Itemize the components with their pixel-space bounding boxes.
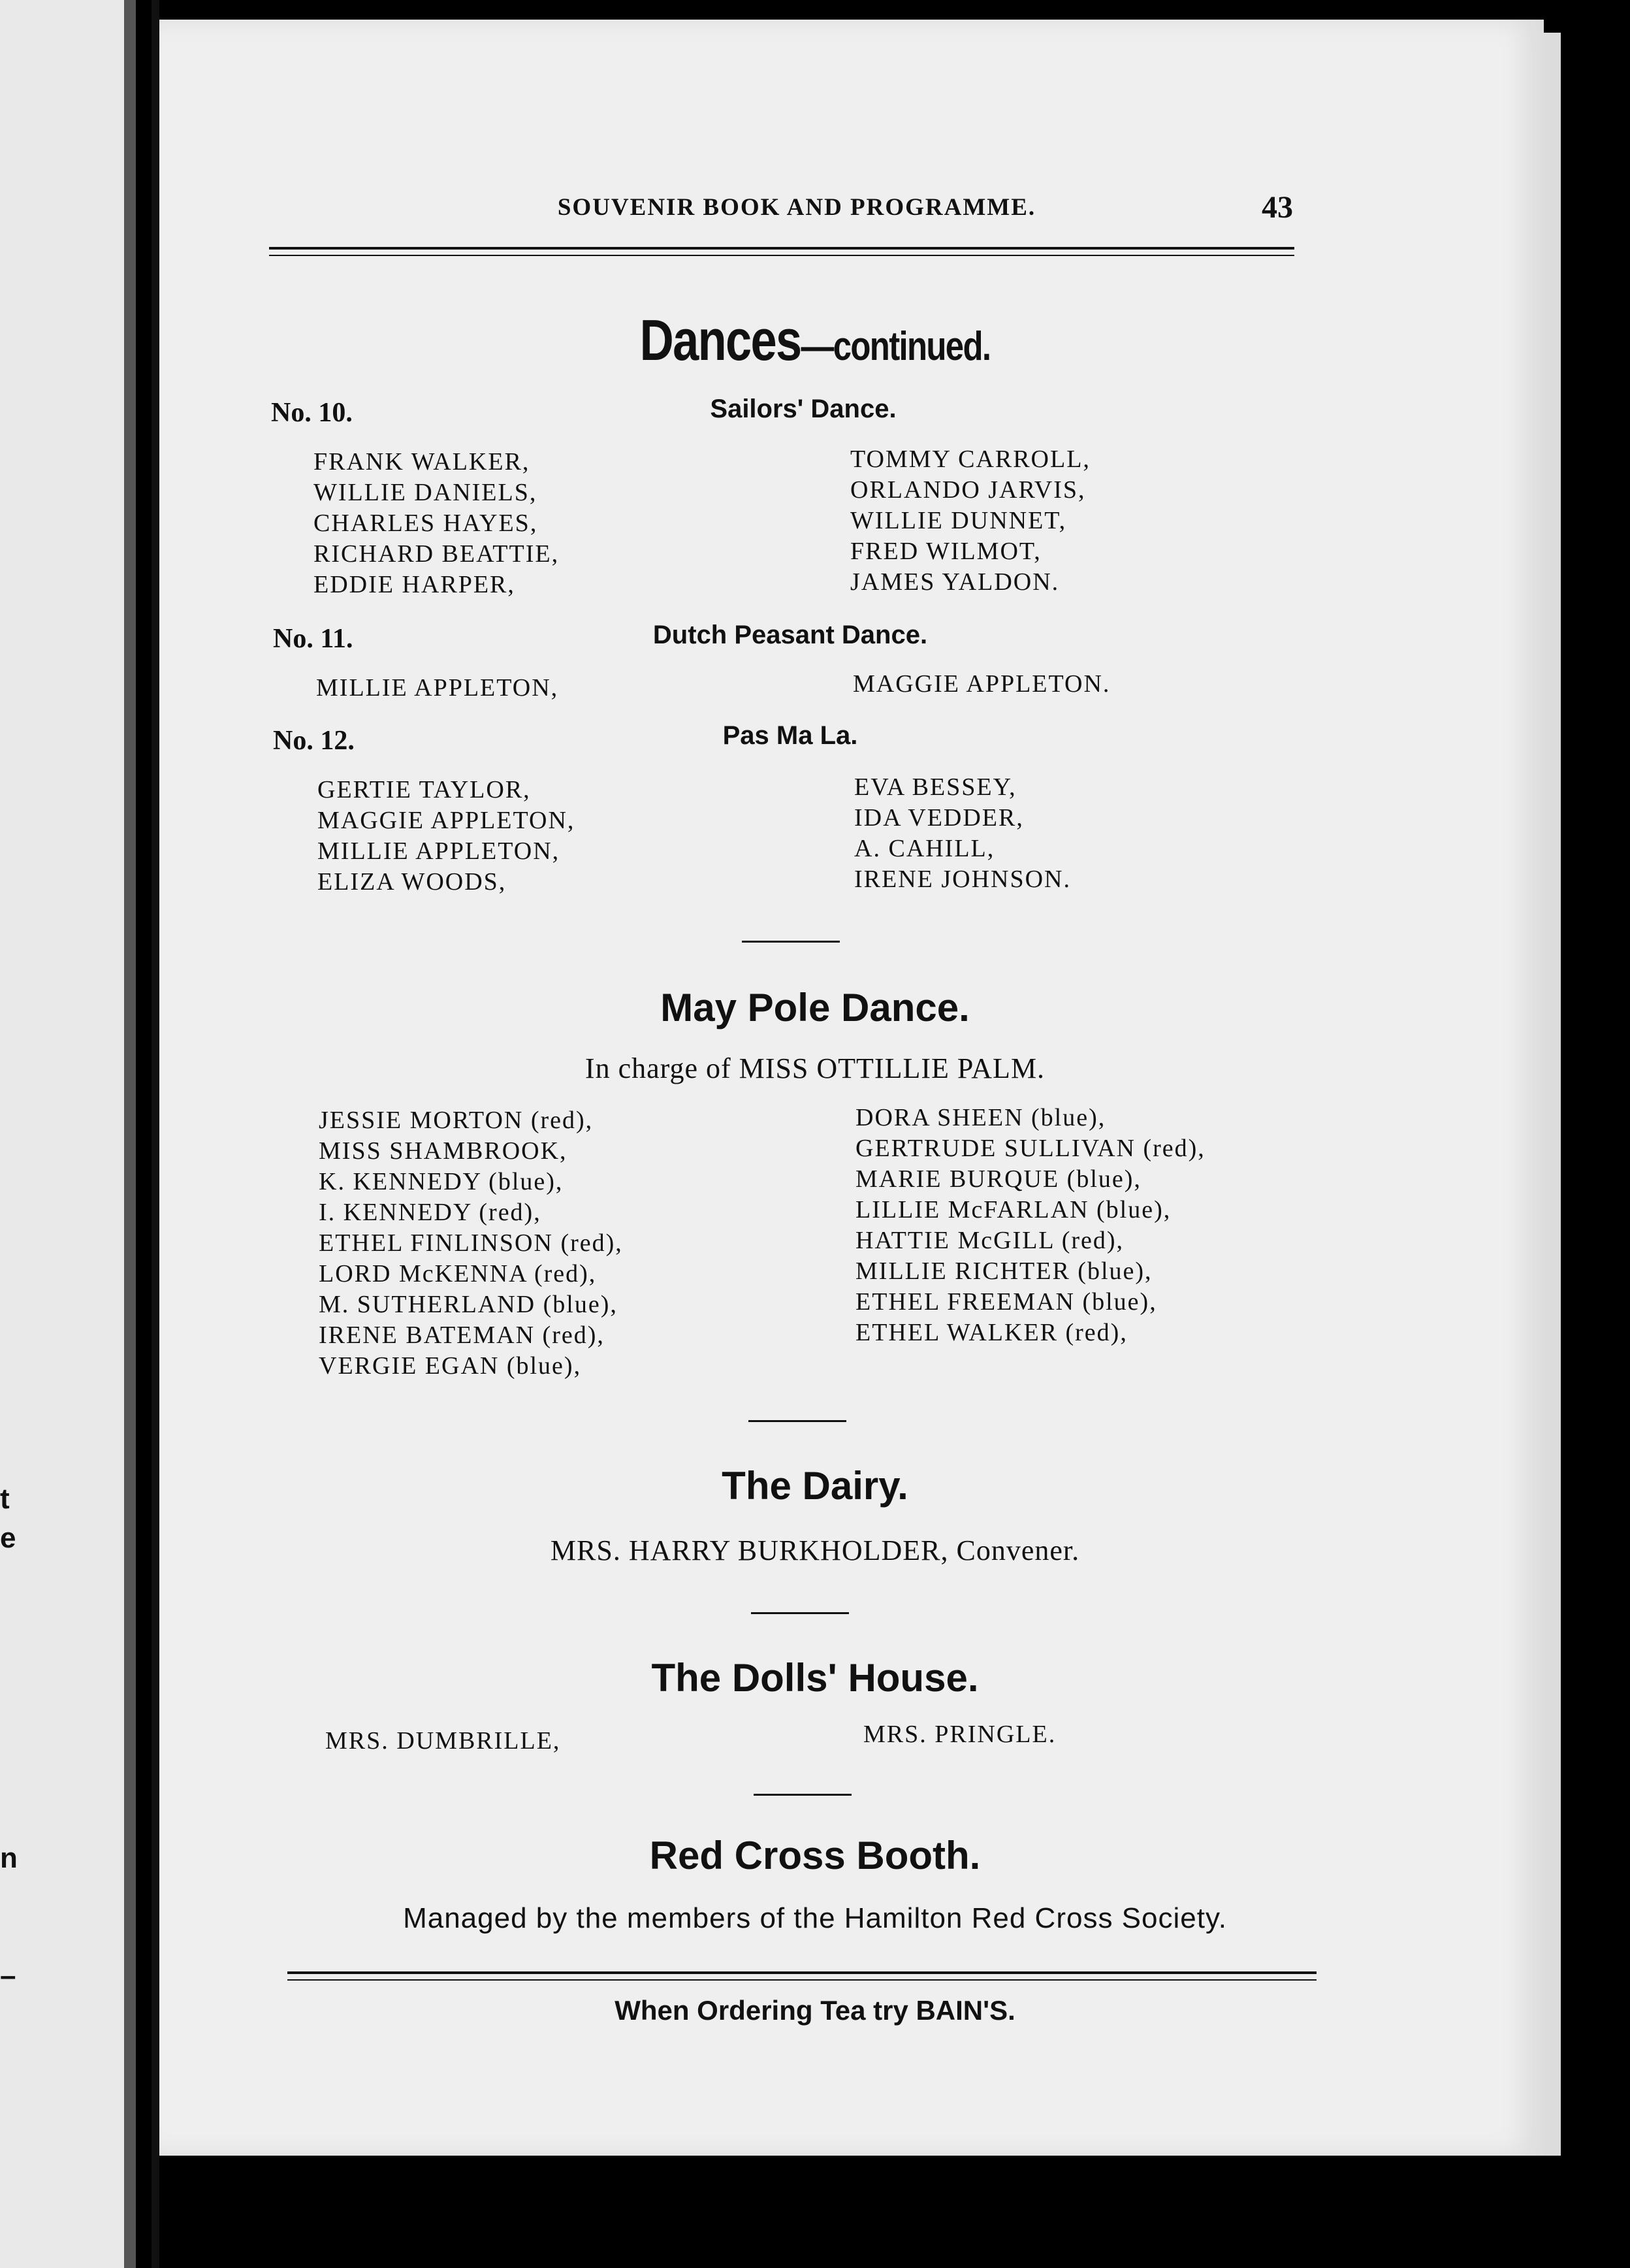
dance-number: No. 12.: [273, 726, 355, 756]
dance-number: No. 11.: [273, 624, 353, 654]
name-entry: ELIZA WOODS,: [317, 868, 507, 896]
name-entry: IRENE BATEMAN (red),: [319, 1321, 605, 1349]
name-entry: VERGIE EGAN (blue),: [319, 1352, 582, 1380]
name-entry: GERTIE TAYLOR,: [317, 776, 531, 803]
left-page-fragment: t: [0, 1483, 10, 1515]
name-entry: WILLIE DANIELS,: [313, 479, 537, 506]
name-entry: ETHEL WALKER (red),: [855, 1319, 1128, 1346]
name-entry: IDA VEDDER,: [854, 804, 1024, 832]
dance-name: Pas Ma La.: [722, 721, 858, 750]
name-entry: MAGGIE APPLETON,: [317, 807, 575, 834]
name-entry: JAMES YALDON.: [850, 568, 1060, 596]
dolls-house-left: [325, 1726, 560, 1757]
dance-right-names: [853, 669, 1110, 700]
name-entry: ETHEL FREEMAN (blue),: [855, 1288, 1157, 1316]
name-entry: CHARLES HAYES,: [313, 510, 538, 537]
name-entry: ORLANDO JARVIS,: [850, 476, 1086, 504]
left-page-fragment: –: [0, 1960, 16, 1992]
name-entry: JESSIE MORTON (red),: [319, 1107, 594, 1134]
dance-name: Dutch Peasant Dance.: [652, 621, 928, 649]
may-pole-title: May Pole Dance.: [660, 986, 970, 1029]
name-entry: WILLIE DUNNET,: [850, 507, 1067, 534]
name-entry: TOMMY CARROLL,: [850, 446, 1091, 473]
dance-left-names: [313, 447, 559, 600]
dances-title: [147, 307, 1484, 374]
red-cross-title: Red Cross Booth.: [649, 1834, 981, 1877]
name-entry: EDDIE HARPER,: [313, 571, 515, 598]
name-entry: MILLIE APPLETON,: [316, 674, 559, 702]
header-rule: [269, 247, 1294, 256]
name-entry: A. CAHILL,: [854, 835, 995, 862]
name-entry: MARIE BURQUE (blue),: [855, 1165, 1142, 1193]
name-entry: EVA BESSEY,: [854, 773, 1017, 801]
running-title: SOUVENIR BOOK AND PROGRAMME.: [557, 194, 1036, 221]
running-header: [268, 190, 1293, 233]
may-pole-subtitle: In charge of MISS OTTILLIE PALM.: [584, 1052, 1046, 1084]
dolls-house-title: The Dolls' House.: [651, 1656, 979, 1700]
left-page-fragment: n: [0, 1842, 18, 1874]
dance-right-names: [854, 772, 1071, 895]
name-entry: DORA SHEEN (blue),: [855, 1104, 1106, 1131]
name-entry: RICHARD BEATTIE,: [313, 540, 560, 568]
name-entry: MILLIE RICHTER (blue),: [855, 1257, 1153, 1285]
section-divider: [748, 1420, 846, 1422]
footer-advert: When Ordering Tea try BAIN'S.: [615, 1995, 1015, 2026]
name-entry: MISS SHAMBROOK,: [319, 1137, 567, 1165]
name-entry: GERTRUDE SULLIVAN (red),: [855, 1135, 1206, 1162]
footer-rule: [287, 1971, 1317, 1981]
name-entry: I. KENNEDY (red),: [319, 1199, 541, 1226]
name-entry: HATTIE McGILL (red),: [855, 1227, 1125, 1254]
name-entry: MRS. DUMBRILLE,: [325, 1727, 561, 1755]
dance-number: No. 10.: [271, 398, 353, 428]
name-entry: FRANK WALKER,: [313, 448, 530, 476]
name-entry: LILLIE McFARLAN (blue),: [855, 1196, 1172, 1223]
section-divider: [754, 1794, 852, 1796]
section-divider: [751, 1612, 849, 1614]
may-pole-right-names: [855, 1103, 1206, 1348]
name-entry: MAGGIE APPLETON.: [853, 670, 1111, 698]
dairy-title: The Dairy.: [722, 1464, 908, 1508]
dance-left-names: [317, 775, 575, 898]
red-cross-subtitle: Managed by the members of the Hamilton Red Cross Society.: [403, 1902, 1227, 1934]
left-page-fragment: e: [0, 1522, 16, 1554]
dance-right-names: [850, 444, 1091, 598]
name-entry: FRED WILMOT,: [850, 538, 1042, 565]
name-entry: K. KENNEDY (blue),: [319, 1168, 564, 1195]
dances-title-main: Dances: [639, 308, 801, 372]
section-divider: [742, 941, 840, 943]
name-entry: IRENE JOHNSON.: [854, 866, 1071, 893]
dance-name: Sailors' Dance.: [710, 395, 897, 423]
page-number: 43: [1262, 190, 1293, 225]
name-entry: MRS. PRINGLE.: [863, 1721, 1057, 1748]
name-entry: M. SUTHERLAND (blue),: [319, 1291, 618, 1318]
dances-title-suffix: —continued.: [801, 324, 991, 369]
name-entry: LORD McKENNA (red),: [319, 1260, 597, 1288]
name-entry: ETHEL FINLINSON (red),: [319, 1229, 623, 1257]
dolls-house-right: [863, 1719, 1056, 1750]
may-pole-left-names: [319, 1105, 623, 1382]
dance-left-names: [316, 673, 558, 704]
name-entry: MILLIE APPLETON,: [317, 837, 560, 865]
dairy-subtitle: MRS. HARRY BURKHOLDER, Convener.: [550, 1534, 1080, 1566]
